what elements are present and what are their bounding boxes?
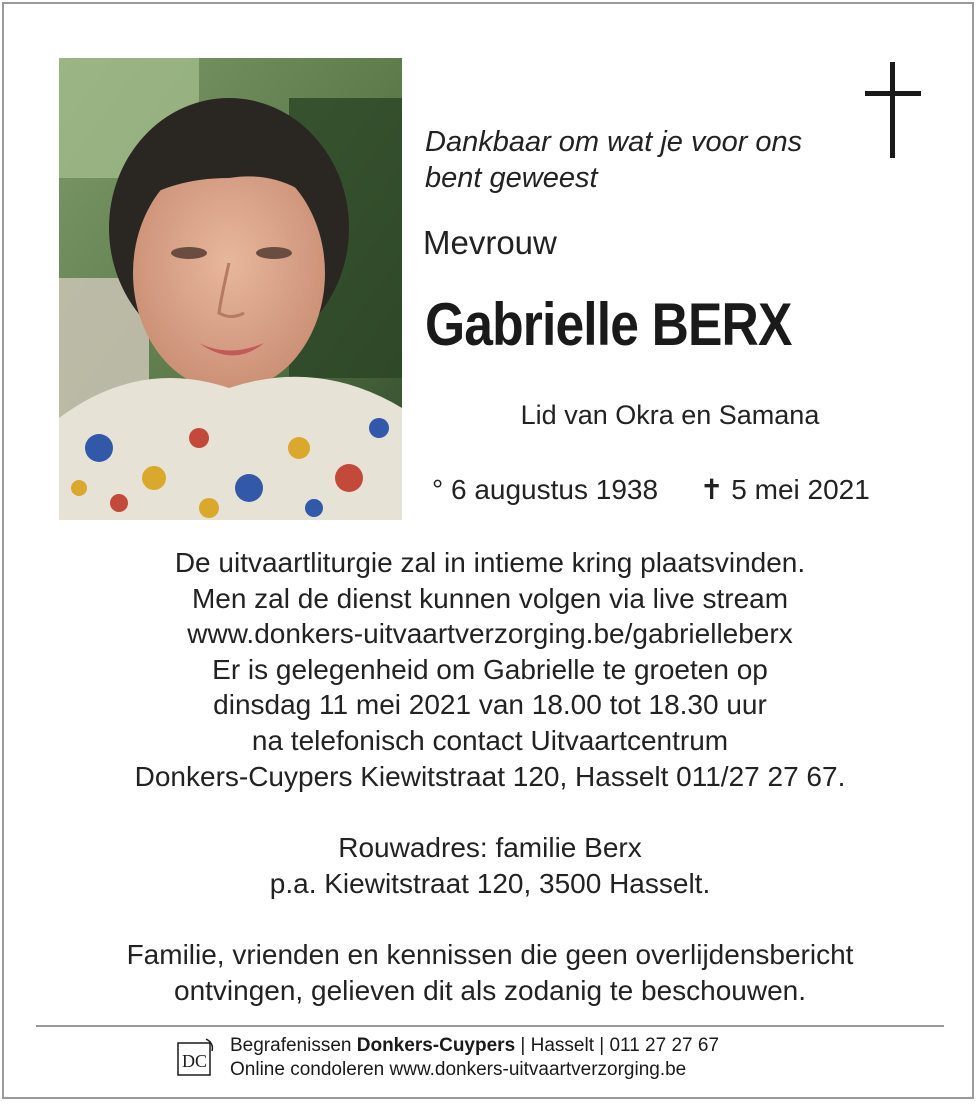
- body-line: dinsdag 11 mei 2021 van 18.00 tot 18.30 uur: [213, 689, 767, 721]
- body-line: Men zal de dienst kunnen volgen via live stream: [191, 582, 789, 614]
- life-dates: [432, 473, 870, 506]
- footer-line-1: [230, 1034, 719, 1058]
- tagline: Dankbaar om wat je voor ons bent geweest: [425, 126, 803, 194]
- body-line: na telefonisch contact Uitvaartcentrum: [251, 724, 729, 756]
- footer-divider: [36, 1025, 944, 1027]
- condolence-label: Online condoleren: [230, 1059, 385, 1080]
- body-line: Er is gelegenheid om Gabrielle te groeten op: [212, 653, 768, 685]
- deceased-name: Gabrielle BERX: [425, 291, 792, 358]
- body-line: De uitvaartliturgie zal in intieme kring plaatsvinden.: [174, 547, 806, 578]
- portrait-photo: [59, 58, 402, 520]
- notice-body: [40, 545, 940, 1009]
- closing-line: Familie, vrienden en kennissen die geen overlijdensbericht: [126, 939, 854, 971]
- address-line: Rouwadres: familie Berx: [338, 832, 642, 864]
- footer-phone: 011 27 27 67: [609, 1035, 720, 1056]
- body-line: Donkers-Cuypers Kiewitstraat 120, Hasselt 011/27 27 67.: [134, 760, 846, 792]
- footer-separator: | Hasselt |: [515, 1035, 610, 1056]
- address-line: p.a. Kiewitstraat 120, 3500 Hasselt.: [269, 867, 711, 899]
- closing-line: ontvingen, gelieven dit als zodanig te beschouwen.: [174, 974, 806, 1006]
- footer-prefix: Begrafenissen: [230, 1035, 352, 1056]
- latin-cross-icon: [865, 62, 921, 158]
- funeral-home-logo: [176, 1037, 216, 1079]
- footer-text: [230, 1034, 719, 1082]
- honorific: Mevrouw: [423, 224, 557, 261]
- condolence-link[interactable]: www.donkers-uitvaartverzorging.be: [389, 1059, 687, 1080]
- livestream-link[interactable]: www.donkers-uitvaartverzorging.be/gabrielleberx: [187, 618, 793, 650]
- logo-letters: DC: [182, 1051, 208, 1071]
- footer-line-2: [230, 1058, 719, 1082]
- membership: Lid van Okra en Samana: [520, 400, 820, 430]
- death-date: ✝ 5 mei 2021: [700, 474, 870, 505]
- company-name: Donkers-Cuypers: [356, 1035, 516, 1056]
- birth-date: ° 6 augustus 1938: [432, 474, 659, 505]
